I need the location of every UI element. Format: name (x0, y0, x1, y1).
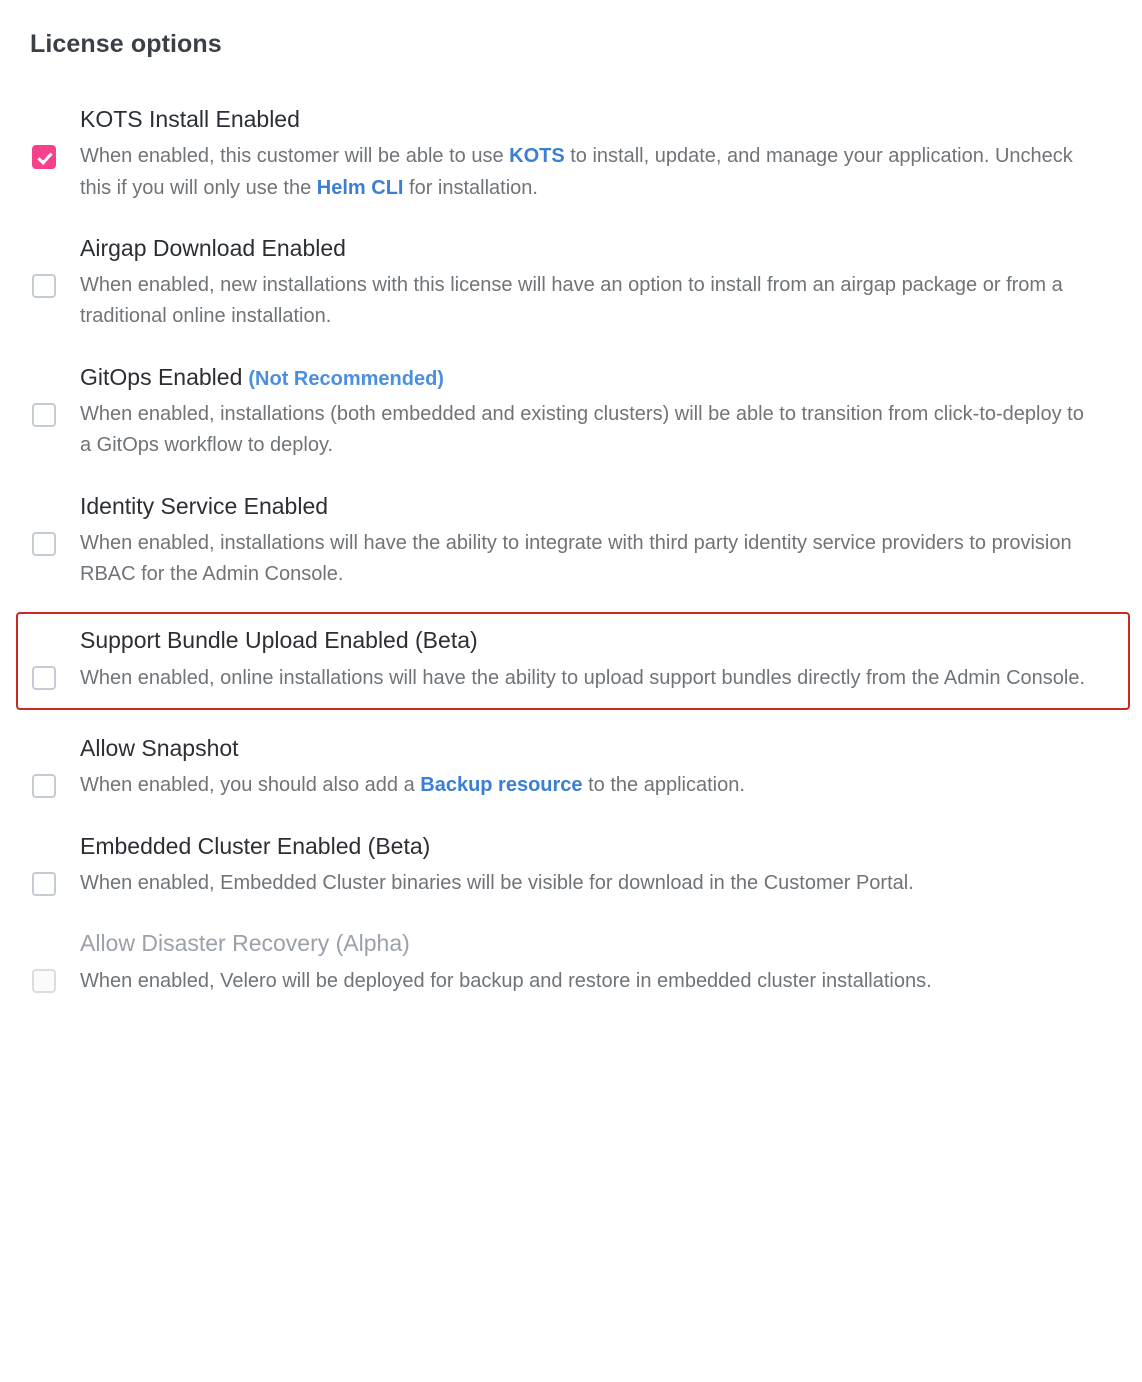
checkbox-cell (32, 929, 66, 993)
option-description (80, 528, 1096, 590)
description-link[interactable]: KOTS (509, 145, 565, 168)
option-body (66, 626, 1114, 694)
checkbox-support-bundle-upload-enabled[interactable] (32, 666, 56, 690)
description-text: When enabled, online installations will have the ability to upload support bundles directly from the Admin Console. (80, 666, 1086, 689)
description-link[interactable]: Helm CLI (316, 176, 404, 199)
description-text: to install, update, and manage your application. Uncheck this if you will only use the (80, 145, 1073, 199)
checkbox-gitops-enabled[interactable] (32, 403, 56, 427)
option-body (66, 734, 1096, 802)
checkbox-cell (32, 734, 66, 798)
option-title (80, 626, 1114, 655)
license-option-airgap-download-enabled[interactable] (16, 226, 1112, 341)
description-text: When enabled, Velero will be deployed for backup and restore in embedded cluster installations. (80, 969, 932, 992)
option-description (80, 270, 1096, 332)
option-title (80, 105, 1096, 134)
option-title-text: Allow Disaster Recovery (Alpha) (80, 930, 410, 957)
option-description (80, 399, 1096, 461)
option-title-text: Airgap Download Enabled (80, 234, 346, 261)
checkbox-cell (32, 234, 66, 298)
option-body (66, 105, 1096, 204)
description-text: When enabled, Embedded Cluster binaries will be visible for download in the Customer Portal. (80, 872, 914, 895)
description-link[interactable]: Backup resource (420, 774, 583, 797)
checkbox-identity-service-enabled[interactable] (32, 532, 56, 556)
license-option-embedded-cluster-enabled[interactable] (16, 824, 1112, 908)
license-options-list (30, 97, 1112, 1005)
option-body (66, 234, 1096, 333)
checkbox-airgap-download-enabled[interactable] (32, 274, 56, 298)
option-title-text: Allow Snapshot (80, 735, 239, 762)
option-title-text: Embedded Cluster Enabled (Beta) (80, 832, 431, 859)
option-description (80, 868, 1096, 899)
option-description (80, 663, 1114, 694)
option-body (66, 832, 1096, 900)
page-title: License options (30, 30, 222, 58)
option-title (80, 363, 1096, 393)
description-text: When enabled, this customer will be able to use (80, 145, 510, 168)
option-title (80, 234, 1096, 263)
checkbox-allow-snapshot[interactable] (32, 774, 56, 798)
option-title (80, 832, 1096, 861)
description-text: When enabled, you should also add a (80, 774, 421, 797)
description-text: When enabled, installations will have the ability to integrate with third party identity service providers to provision RBAC for the Admin Console. (80, 532, 1072, 586)
license-option-kots-install-enabled[interactable] (16, 97, 1112, 212)
option-title (80, 492, 1096, 521)
description-text: When enabled, installations (both embedded and existing clusters) will be able to transition from click-to-deploy to a GitOps workflow to deploy. (80, 403, 1084, 457)
checkbox-cell (32, 492, 66, 556)
option-title-text: Identity Service Enabled (80, 492, 329, 519)
option-title (80, 929, 1096, 958)
description-text: When enabled, new installations with this license will have an option to install from an airgap package or from a traditional online installation. (80, 274, 1063, 328)
checkbox-cell (32, 626, 66, 690)
option-title-text: Support Bundle Upload Enabled (Beta) (80, 627, 478, 654)
option-title-text: KOTS Install Enabled (80, 106, 300, 132)
option-title (80, 734, 1096, 763)
option-description (80, 141, 1096, 203)
option-description (80, 770, 1096, 801)
license-option-allow-snapshot[interactable] (16, 726, 1112, 810)
license-option-support-bundle-upload-enabled[interactable] (16, 612, 1130, 710)
checkbox-cell (32, 363, 66, 427)
option-title-note: (Not Recommended) (248, 367, 444, 390)
description-text: for installation. (403, 176, 538, 199)
option-title-text: GitOps Enabled (80, 363, 243, 390)
license-option-allow-disaster-recovery[interactable] (16, 921, 1112, 1005)
option-description (80, 966, 1096, 997)
license-option-gitops-enabled[interactable] (16, 355, 1112, 470)
checkbox-cell (32, 105, 66, 169)
checkbox-embedded-cluster-enabled[interactable] (32, 872, 56, 896)
option-body (66, 492, 1096, 591)
license-option-identity-service-enabled[interactable] (16, 484, 1112, 599)
checkbox-allow-disaster-recovery (32, 969, 56, 993)
option-body (66, 363, 1096, 462)
checkbox-cell (32, 832, 66, 896)
checkbox-kots-install-enabled[interactable] (32, 145, 56, 169)
option-body (66, 929, 1096, 997)
description-text: to the application. (582, 774, 745, 797)
